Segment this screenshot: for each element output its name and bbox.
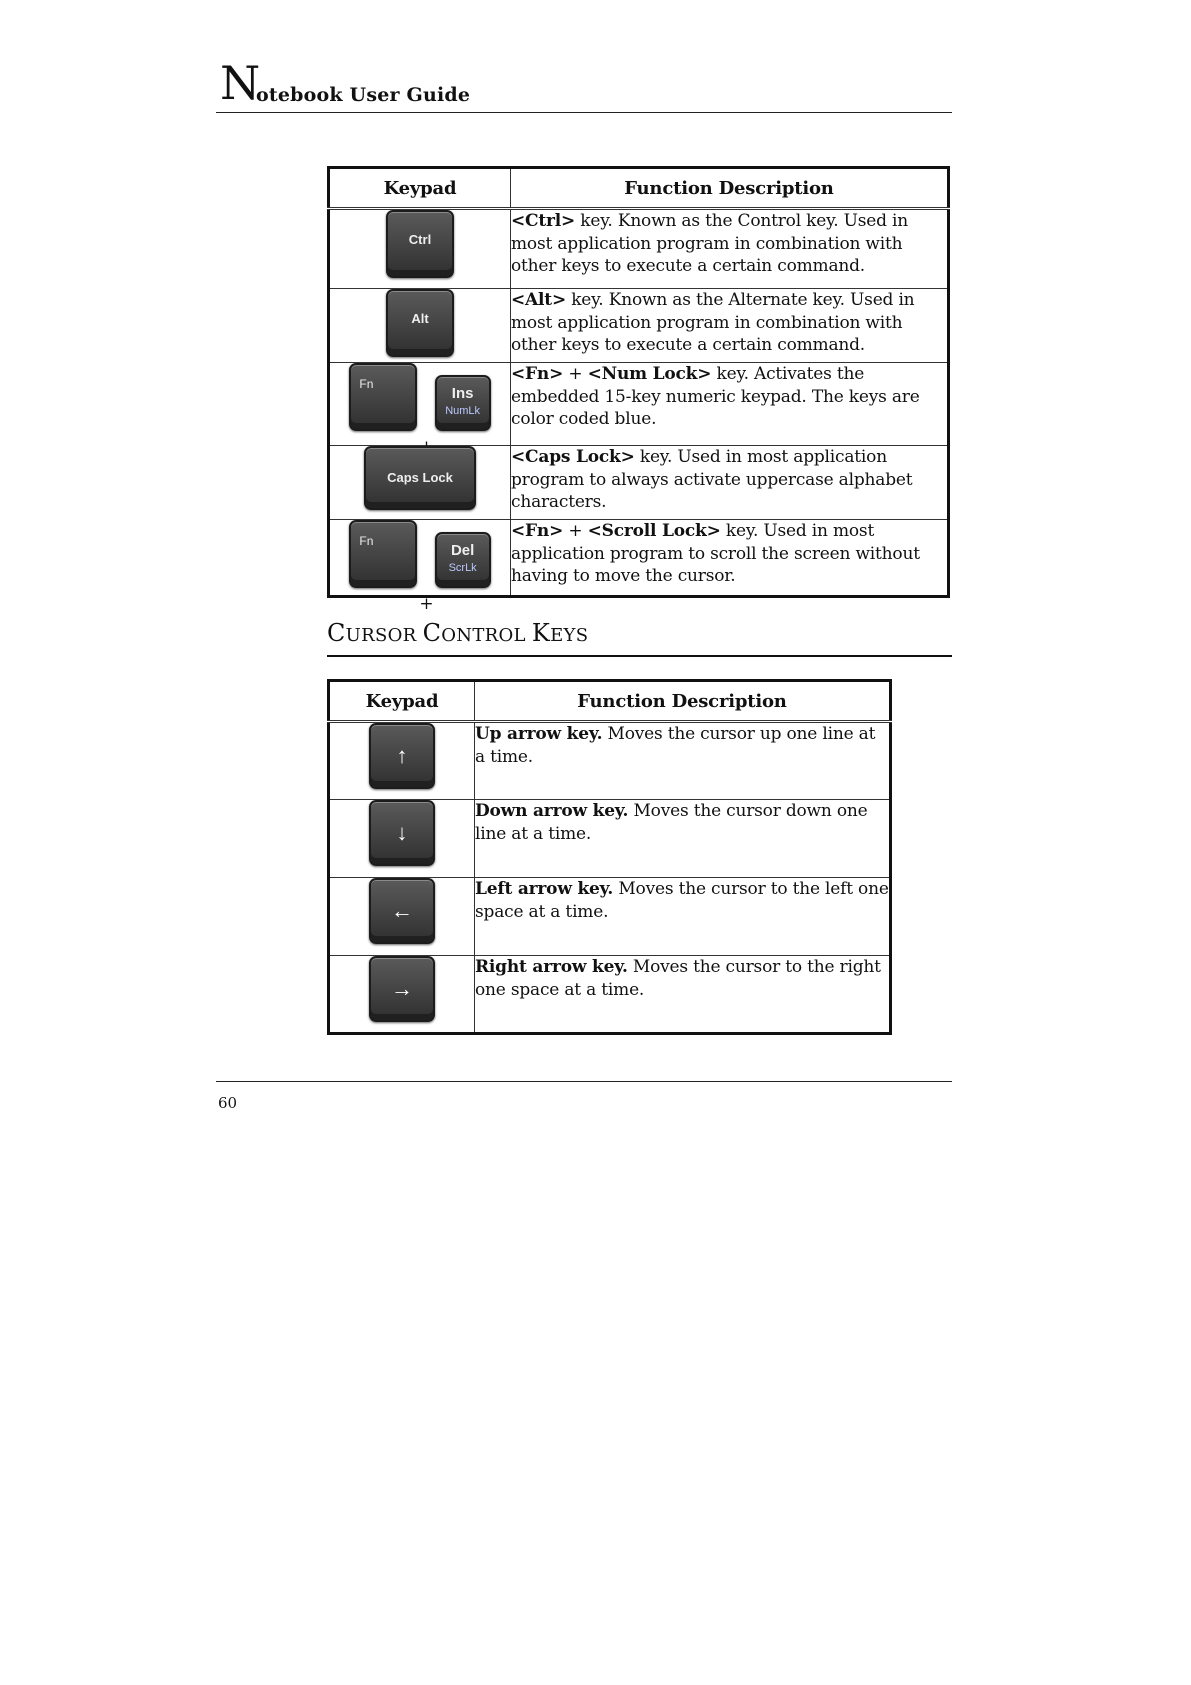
table-row — [329, 209, 949, 289]
col-header-keypad: Keypad — [329, 168, 511, 209]
del-scrlk-key-icon: Del ScrLk — [435, 532, 491, 588]
page-header — [216, 56, 952, 113]
table-row — [329, 289, 949, 363]
table-row — [329, 520, 949, 597]
section-title: CURSOR CONTROL KEYS — [327, 619, 952, 657]
plus-sign: + — [419, 594, 434, 614]
keypad-table-1 — [327, 166, 950, 614]
description-left-arrow: Left arrow key. Moves the cursor to the left one space at a time. — [475, 878, 891, 956]
description-scroll-lock: <Fn> + <Scroll Lock> key. Used in most application program to scroll the screen without having to move the cursor. — [511, 520, 949, 597]
table-row — [329, 878, 891, 956]
fn-key-icon: Fn — [349, 520, 417, 588]
cursor-keys-table — [327, 679, 892, 1035]
table-row — [329, 446, 949, 520]
table-row — [329, 722, 891, 800]
right-arrow-icon: → — [369, 956, 435, 1022]
col-header-function-description: Function Description — [511, 168, 949, 209]
alt-key-icon: Alt — [386, 289, 454, 357]
table-row — [329, 363, 949, 446]
description-caps-lock: <Caps Lock> key. Used in most application program to always activate uppercase alphabet characters. — [511, 446, 949, 520]
table-row — [329, 956, 891, 1034]
col-header-keypad: Keypad — [329, 681, 475, 722]
down-arrow-icon: ↓ — [369, 800, 435, 866]
footer-rule — [216, 1081, 952, 1082]
header-initial: N — [220, 56, 261, 110]
page-number: 60 — [218, 1094, 238, 1112]
col-header-function-description: Function Description — [475, 681, 891, 722]
header-title: otebook User Guide — [256, 84, 471, 106]
description-right-arrow: Right arrow key. Moves the cursor to the right one space at a time. — [475, 956, 891, 1034]
table-row — [329, 800, 891, 878]
description-down-arrow: Down arrow key. Moves the cursor down one line at a time. — [475, 800, 891, 878]
description-alt: <Alt> key. Known as the Alternate key. Used in most application program in combination with other keys to execute a certain command. — [511, 289, 949, 363]
caps-lock-key-icon: Caps Lock — [364, 446, 476, 510]
fn-key-icon: Fn — [349, 363, 417, 431]
up-arrow-icon: ↑ — [369, 723, 435, 789]
left-arrow-icon: ← — [369, 878, 435, 944]
description-ctrl: <Ctrl> key. Known as the Control key. Used in most application program in combination with other keys to execute a certain command. — [511, 209, 949, 289]
ctrl-key-icon: Ctrl — [386, 210, 454, 278]
description-up-arrow: Up arrow key. Moves the cursor up one line at a time. — [475, 722, 891, 800]
ins-numlk-key-icon: Ins NumLk — [435, 375, 491, 431]
description-num-lock: <Fn> + <Num Lock> key. Activates the embedded 15-key numeric keypad. The keys are color coded blue. — [511, 363, 949, 446]
